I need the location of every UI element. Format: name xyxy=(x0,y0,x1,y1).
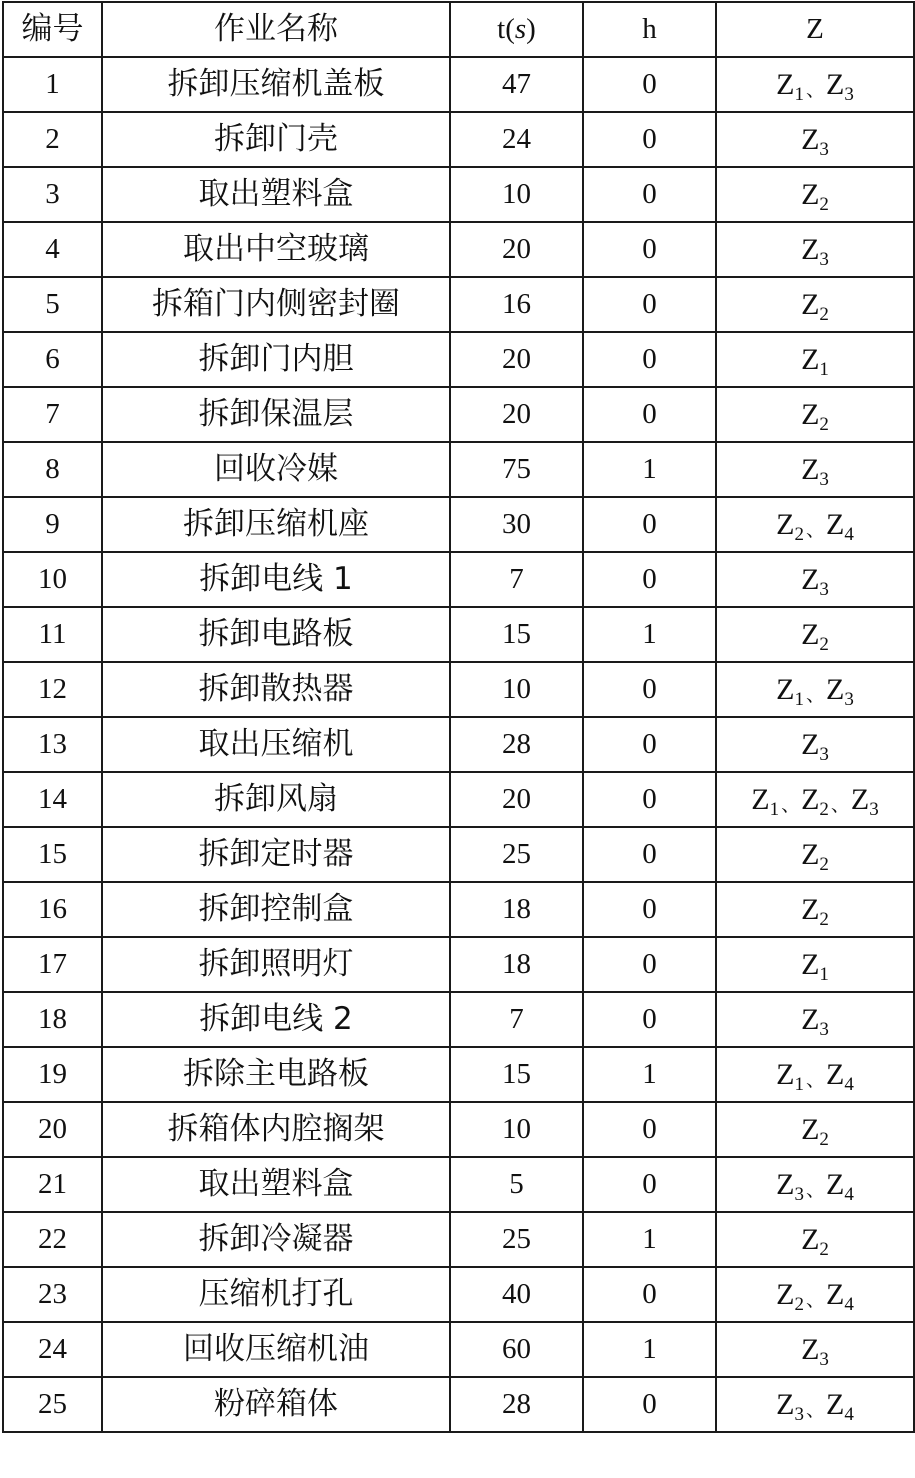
zone-symbol xyxy=(776,1387,804,1425)
zone-base: Z xyxy=(801,122,820,156)
zone-symbol xyxy=(826,507,854,545)
zone-symbol xyxy=(776,67,804,105)
zone-subscript: 3 xyxy=(819,1348,829,1370)
zone-subscript: 1 xyxy=(819,358,829,380)
cell-time: 10 xyxy=(450,1102,583,1157)
zone-base: Z xyxy=(801,782,820,816)
cell-hazard: 0 xyxy=(583,57,716,112)
cell-id: 1 xyxy=(3,57,102,112)
cell-id: 23 xyxy=(3,1267,102,1322)
zone-base: Z xyxy=(751,782,770,816)
cell-hazard: 1 xyxy=(583,1047,716,1102)
cell-hazard: 0 xyxy=(583,552,716,607)
cell-time: 30 xyxy=(450,497,583,552)
cell-id: 3 xyxy=(3,167,102,222)
zone-symbol xyxy=(776,1277,804,1315)
cell-id: 4 xyxy=(3,222,102,277)
zone-subscript: 3 xyxy=(819,743,829,765)
zone-separator: 、 xyxy=(805,684,825,706)
zone-base: Z xyxy=(801,1002,820,1036)
zone-base: Z xyxy=(801,1332,820,1366)
cell-zone xyxy=(716,1047,914,1102)
cell-time: 20 xyxy=(450,222,583,277)
table-body xyxy=(3,57,914,1432)
zone-base: Z xyxy=(801,232,820,266)
zone-subscript: 2 xyxy=(819,1238,829,1260)
disassembly-task-table xyxy=(2,1,915,1433)
table-header xyxy=(3,2,914,57)
zone-base: Z xyxy=(826,1277,845,1311)
zone-symbol xyxy=(801,1222,829,1260)
zone-symbol xyxy=(801,1002,829,1040)
cell-time: 20 xyxy=(450,387,583,442)
zone-separator: 、 xyxy=(805,1179,825,1201)
cell-id: 8 xyxy=(3,442,102,497)
cell-zone xyxy=(716,1102,914,1157)
zone-base: Z xyxy=(801,617,820,651)
table-row xyxy=(3,827,914,882)
cell-time: 15 xyxy=(450,607,583,662)
zone-subscript: 3 xyxy=(819,248,829,270)
cell-zone xyxy=(716,1212,914,1267)
header-row xyxy=(3,2,914,57)
table-row xyxy=(3,992,914,1047)
zone-base: Z xyxy=(801,1112,820,1146)
zone-separator: 、 xyxy=(830,794,850,816)
cell-task-name: 拆卸控制盒 xyxy=(102,882,450,937)
zone-base: Z xyxy=(776,1057,795,1091)
zone-subscript: 2 xyxy=(819,1128,829,1150)
zone-base: Z xyxy=(801,342,820,376)
cell-task-name: 取出压缩机 xyxy=(102,717,450,772)
cell-zone xyxy=(716,1377,914,1432)
cell-hazard: 0 xyxy=(583,827,716,882)
zone-base: Z xyxy=(776,672,795,706)
zone-base: Z xyxy=(801,287,820,321)
zone-separator: 、 xyxy=(805,79,825,101)
cell-task-name: 取出塑料盒 xyxy=(102,1157,450,1212)
zone-separator: 、 xyxy=(805,1289,825,1311)
zone-base: Z xyxy=(826,672,845,706)
zone-base: Z xyxy=(801,397,820,431)
zone-subscript: 2 xyxy=(819,193,829,215)
cell-task-name: 拆卸散热器 xyxy=(102,662,450,717)
zone-symbol xyxy=(776,1057,804,1095)
cell-id: 19 xyxy=(3,1047,102,1102)
zone-symbol xyxy=(801,177,829,215)
cell-zone xyxy=(716,992,914,1047)
cell-time: 24 xyxy=(450,112,583,167)
cell-zone xyxy=(716,717,914,772)
cell-task-name: 拆箱体内腔搁架 xyxy=(102,1102,450,1157)
zone-subscript: 1 xyxy=(794,83,804,105)
cell-id: 12 xyxy=(3,662,102,717)
zone-base: Z xyxy=(776,1277,795,1311)
cell-zone xyxy=(716,57,914,112)
cell-time: 60 xyxy=(450,1322,583,1377)
cell-id: 21 xyxy=(3,1157,102,1212)
header-task-name: 作业名称 xyxy=(102,2,450,57)
zone-subscript: 4 xyxy=(844,1293,854,1315)
zone-symbol xyxy=(801,287,829,325)
table-row xyxy=(3,1267,914,1322)
cell-task-name: 回收冷媒 xyxy=(102,442,450,497)
cell-hazard: 0 xyxy=(583,992,716,1047)
cell-id: 10 xyxy=(3,552,102,607)
header-time-suffix: ) xyxy=(526,13,536,45)
cell-time: 25 xyxy=(450,1212,583,1267)
cell-time: 15 xyxy=(450,1047,583,1102)
zone-base: Z xyxy=(801,452,820,486)
cell-time: 10 xyxy=(450,167,583,222)
zone-base: Z xyxy=(850,782,870,816)
zone-symbol xyxy=(801,452,829,490)
cell-id: 5 xyxy=(3,277,102,332)
zone-base: Z xyxy=(776,1167,795,1201)
zone-subscript: 1 xyxy=(794,1073,804,1095)
header-id: 编号 xyxy=(3,2,102,57)
table-row xyxy=(3,1322,914,1377)
table-row xyxy=(3,112,914,167)
cell-task-name: 拆卸风扇 xyxy=(102,772,450,827)
cell-id: 20 xyxy=(3,1102,102,1157)
zone-base: Z xyxy=(801,562,820,596)
cell-hazard: 0 xyxy=(583,167,716,222)
table-row xyxy=(3,167,914,222)
cell-hazard: 0 xyxy=(583,497,716,552)
cell-time: 5 xyxy=(450,1157,583,1212)
header-zone: Z xyxy=(716,2,914,57)
zone-symbol xyxy=(826,1167,854,1205)
cell-id: 13 xyxy=(3,717,102,772)
zone-symbol xyxy=(751,782,780,820)
zone-symbol xyxy=(801,617,829,655)
cell-time: 47 xyxy=(450,57,583,112)
cell-time: 10 xyxy=(450,662,583,717)
cell-zone xyxy=(716,277,914,332)
table-row xyxy=(3,277,914,332)
header-time-prefix: t( xyxy=(497,13,515,45)
table-row xyxy=(3,332,914,387)
zone-separator: 、 xyxy=(805,1069,825,1091)
zone-base: Z xyxy=(826,1057,845,1091)
cell-hazard: 0 xyxy=(583,1377,716,1432)
table-row xyxy=(3,57,914,112)
cell-hazard: 0 xyxy=(583,387,716,442)
cell-hazard: 1 xyxy=(583,442,716,497)
zone-symbol xyxy=(826,1277,854,1315)
cell-hazard: 0 xyxy=(583,112,716,167)
cell-hazard: 0 xyxy=(583,662,716,717)
cell-task-name: 粉碎箱体 xyxy=(102,1377,450,1432)
zone-separator: 、 xyxy=(805,519,825,541)
cell-zone xyxy=(716,112,914,167)
cell-hazard: 0 xyxy=(583,277,716,332)
zone-subscript: 2 xyxy=(819,413,829,435)
cell-time: 28 xyxy=(450,1377,583,1432)
cell-id: 22 xyxy=(3,1212,102,1267)
cell-time: 20 xyxy=(450,332,583,387)
cell-time: 40 xyxy=(450,1267,583,1322)
zone-symbol xyxy=(801,342,829,380)
cell-time: 28 xyxy=(450,717,583,772)
cell-time: 20 xyxy=(450,772,583,827)
header-hazard: h xyxy=(583,2,716,57)
cell-zone xyxy=(716,607,914,662)
table-row xyxy=(3,607,914,662)
cell-zone xyxy=(716,827,914,882)
zone-symbol xyxy=(850,782,879,820)
cell-task-name: 拆卸电线 1 xyxy=(102,552,450,607)
zone-symbol xyxy=(801,232,829,270)
header-time-unit: s xyxy=(514,13,527,45)
header-time xyxy=(450,2,583,57)
zone-base: Z xyxy=(826,1167,845,1201)
zone-base: Z xyxy=(776,1387,795,1421)
cell-hazard: 1 xyxy=(583,607,716,662)
cell-zone xyxy=(716,662,914,717)
cell-hazard: 0 xyxy=(583,1267,716,1322)
zone-subscript: 3 xyxy=(819,1018,829,1040)
cell-time: 16 xyxy=(450,277,583,332)
cell-hazard: 0 xyxy=(583,332,716,387)
zone-symbol xyxy=(826,1057,854,1095)
zone-subscript: 3 xyxy=(819,468,829,490)
cell-task-name: 拆卸压缩机盖板 xyxy=(102,57,450,112)
cell-zone xyxy=(716,882,914,937)
zone-subscript: 2 xyxy=(794,1293,804,1315)
cell-zone xyxy=(716,937,914,992)
table-row xyxy=(3,1047,914,1102)
zone-subscript: 2 xyxy=(819,853,829,875)
cell-task-name: 拆卸压缩机座 xyxy=(102,497,450,552)
zone-symbol xyxy=(826,672,854,710)
cell-zone xyxy=(716,332,914,387)
cell-task-name: 拆卸定时器 xyxy=(102,827,450,882)
cell-hazard: 0 xyxy=(583,717,716,772)
cell-id: 2 xyxy=(3,112,102,167)
cell-hazard: 1 xyxy=(583,1212,716,1267)
table-row xyxy=(3,1102,914,1157)
zone-symbol xyxy=(801,727,829,765)
cell-task-name: 取出塑料盒 xyxy=(102,167,450,222)
zone-base: Z xyxy=(801,177,820,211)
table-row xyxy=(3,497,914,552)
cell-task-name: 拆卸电路板 xyxy=(102,607,450,662)
cell-time: 18 xyxy=(450,882,583,937)
cell-id: 25 xyxy=(3,1377,102,1432)
zone-symbol xyxy=(801,562,829,600)
zone-subscript: 4 xyxy=(844,1403,854,1425)
zone-base: Z xyxy=(826,67,845,101)
zone-subscript: 3 xyxy=(869,798,879,820)
cell-id: 14 xyxy=(3,772,102,827)
table-row xyxy=(3,552,914,607)
cell-zone xyxy=(716,222,914,277)
table-row xyxy=(3,1212,914,1267)
zone-symbol xyxy=(801,782,829,820)
cell-hazard: 0 xyxy=(583,222,716,277)
zone-base: Z xyxy=(801,727,820,761)
table-row xyxy=(3,1157,914,1212)
zone-base: Z xyxy=(801,892,820,926)
zone-subscript: 3 xyxy=(819,578,829,600)
zone-subscript: 1 xyxy=(819,963,829,985)
zone-symbol xyxy=(801,122,829,160)
zone-separator: 、 xyxy=(781,794,801,816)
cell-task-name: 拆卸门内胆 xyxy=(102,332,450,387)
zone-subscript: 2 xyxy=(819,303,829,325)
cell-id: 15 xyxy=(3,827,102,882)
cell-id: 16 xyxy=(3,882,102,937)
zone-base: Z xyxy=(801,1222,820,1256)
cell-task-name: 拆卸保温层 xyxy=(102,387,450,442)
cell-time: 25 xyxy=(450,827,583,882)
zone-symbol xyxy=(776,1167,804,1205)
zone-subscript: 1 xyxy=(794,688,804,710)
zone-subscript: 2 xyxy=(819,908,829,930)
zone-subscript: 4 xyxy=(844,523,854,545)
cell-id: 11 xyxy=(3,607,102,662)
table-row xyxy=(3,882,914,937)
zone-subscript: 1 xyxy=(769,798,780,820)
zone-base: Z xyxy=(801,837,820,871)
zone-subscript: 3 xyxy=(794,1183,804,1205)
zone-base: Z xyxy=(776,67,795,101)
cell-hazard: 1 xyxy=(583,1322,716,1377)
zone-symbol xyxy=(776,672,804,710)
cell-task-name: 拆卸冷凝器 xyxy=(102,1212,450,1267)
cell-id: 9 xyxy=(3,497,102,552)
cell-task-name: 压缩机打孔 xyxy=(102,1267,450,1322)
table-row xyxy=(3,937,914,992)
cell-id: 24 xyxy=(3,1322,102,1377)
zone-symbol xyxy=(801,397,829,435)
cell-time: 7 xyxy=(450,992,583,1047)
table-row xyxy=(3,1377,914,1432)
zone-subscript: 3 xyxy=(819,138,829,160)
table-row xyxy=(3,442,914,497)
cell-task-name: 拆卸门壳 xyxy=(102,112,450,167)
cell-hazard: 0 xyxy=(583,882,716,937)
cell-zone xyxy=(716,167,914,222)
zone-subscript: 3 xyxy=(844,83,854,105)
cell-time: 75 xyxy=(450,442,583,497)
zone-subscript: 4 xyxy=(844,1073,854,1095)
cell-zone xyxy=(716,1267,914,1322)
cell-task-name: 拆卸电线 2 xyxy=(102,992,450,1047)
zone-symbol xyxy=(826,1387,854,1425)
cell-time: 18 xyxy=(450,937,583,992)
cell-hazard: 0 xyxy=(583,1102,716,1157)
cell-task-name: 拆卸照明灯 xyxy=(102,937,450,992)
cell-id: 17 xyxy=(3,937,102,992)
zone-symbol xyxy=(776,507,804,545)
cell-id: 6 xyxy=(3,332,102,387)
zone-base: Z xyxy=(826,1387,845,1421)
cell-hazard: 0 xyxy=(583,772,716,827)
table-row xyxy=(3,662,914,717)
zone-symbol xyxy=(801,837,829,875)
zone-subscript: 3 xyxy=(844,688,854,710)
zone-symbol xyxy=(801,1332,829,1370)
zone-symbol xyxy=(801,947,829,985)
zone-symbol xyxy=(801,892,829,930)
zone-base: Z xyxy=(801,947,820,981)
cell-time: 7 xyxy=(450,552,583,607)
zone-subscript: 2 xyxy=(794,523,804,545)
cell-task-name: 拆除主电路板 xyxy=(102,1047,450,1102)
cell-zone xyxy=(716,442,914,497)
cell-zone xyxy=(716,1322,914,1377)
cell-zone xyxy=(716,772,914,827)
zone-subscript: 2 xyxy=(819,633,829,655)
cell-task-name: 回收压缩机油 xyxy=(102,1322,450,1377)
zone-separator: 、 xyxy=(805,1399,825,1421)
table-row xyxy=(3,717,914,772)
cell-task-name: 拆箱门内侧密封圈 xyxy=(102,277,450,332)
cell-task-name: 取出中空玻璃 xyxy=(102,222,450,277)
zone-base: Z xyxy=(826,507,845,541)
cell-id: 18 xyxy=(3,992,102,1047)
zone-subscript: 4 xyxy=(844,1183,854,1205)
cell-zone xyxy=(716,1157,914,1212)
zone-subscript: 3 xyxy=(794,1403,804,1425)
cell-zone xyxy=(716,387,914,442)
zone-symbol xyxy=(826,67,854,105)
cell-id: 7 xyxy=(3,387,102,442)
cell-zone xyxy=(716,552,914,607)
table-row xyxy=(3,222,914,277)
table-row xyxy=(3,772,914,827)
zone-symbol xyxy=(801,1112,829,1150)
zone-base: Z xyxy=(776,507,795,541)
zone-subscript: 2 xyxy=(819,798,829,820)
cell-hazard: 0 xyxy=(583,1157,716,1212)
table-row xyxy=(3,387,914,442)
cell-zone xyxy=(716,497,914,552)
cell-hazard: 0 xyxy=(583,937,716,992)
